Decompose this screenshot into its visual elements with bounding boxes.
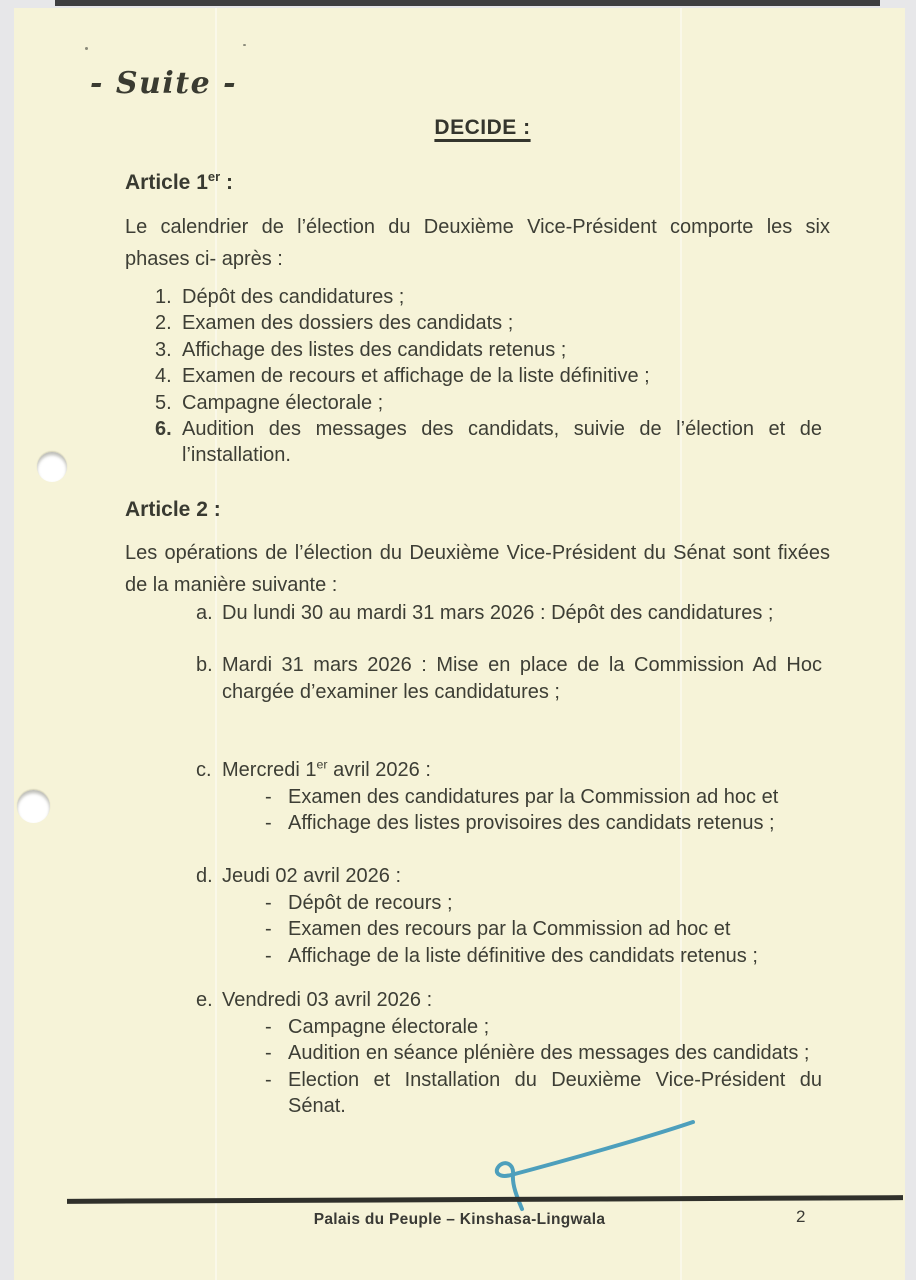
- schedule-item-text: Du lundi 30 au mardi 31 mars 2026 : Dépôt des candidatures ;: [222, 602, 774, 624]
- punch-hole: [37, 452, 67, 482]
- sub-item-text: Election et Installation du Deuxième Vice-Président du Sénat.: [288, 1068, 822, 1118]
- schedule-item-letter: b.: [196, 654, 213, 676]
- list-item-text: Campagne électorale ;: [182, 391, 384, 414]
- sub-item: [265, 784, 822, 810]
- list-item-number: 2.: [155, 312, 172, 335]
- list-item-number: 1.: [155, 286, 172, 308]
- list-item: [155, 284, 822, 310]
- schedule-item-letter: d.: [196, 865, 213, 887]
- schedule-date-tail: avril 2026 :: [327, 759, 431, 781]
- schedule-item-b: [196, 652, 822, 706]
- article2-intro: Les opérations de l’élection du Deuxième Vice-Président du Sénat sont fixées de la manière suivante :: [125, 542, 830, 596]
- list-item-text: Dépôt des candidatures ;: [182, 286, 405, 308]
- sub-item: [265, 890, 822, 916]
- continuation-marker: - Suite -: [90, 66, 238, 101]
- schedule-item-text: Jeudi 02 avril 2026 :: [222, 865, 402, 887]
- dash-bullet: -: [265, 812, 272, 835]
- article1-intro: Le calendrier de l’élection du Deuxième Vice-Président comporte les six phases ci- après :: [125, 216, 830, 270]
- punch-hole: [17, 790, 50, 823]
- article1-heading-sup: er: [207, 169, 221, 184]
- dash-bullet: -: [265, 892, 272, 914]
- sub-item: [265, 916, 822, 942]
- sub-item-text: Examen des candidatures par la Commission ad hoc et: [288, 786, 779, 808]
- schedule-item-text: Mardi 31 mars 2026 : Mise en place de la Commission Ad Hoc chargée d’examiner les candidatures ;: [222, 654, 822, 703]
- list-item: [155, 390, 822, 416]
- article2-heading: Article 2 :: [125, 498, 221, 521]
- sub-item: [265, 1040, 822, 1066]
- document-page: [14, 8, 905, 1280]
- sub-item: [265, 1067, 822, 1120]
- schedule-item-head: [196, 863, 822, 890]
- dash-bullet: -: [265, 944, 272, 967]
- dash-bullet: -: [265, 1068, 272, 1091]
- schedule-item-c: [196, 757, 822, 837]
- list-item: [155, 363, 822, 389]
- list-item-text: Examen des dossiers des candidats ;: [182, 312, 514, 335]
- dash-bullet: -: [265, 786, 272, 808]
- pen-stroke-annotation: [469, 1113, 709, 1223]
- schedule-item-head: [196, 652, 822, 706]
- dash-bullet: -: [265, 1042, 272, 1065]
- list-item-number: 3.: [155, 338, 172, 361]
- sub-item: [265, 1014, 822, 1040]
- schedule-item-text: Vendredi 03 avril 2026 :: [222, 989, 433, 1011]
- schedule-item-head: [196, 987, 822, 1014]
- article1-heading-colon: :: [220, 171, 234, 194]
- sub-item: [265, 943, 822, 969]
- sub-item-text: Campagne électorale ;: [288, 1016, 490, 1038]
- schedule-item-letter: c.: [196, 759, 212, 781]
- schedule-subitems: [265, 784, 822, 837]
- list-item-text: Affichage des listes des candidats retenus ;: [182, 338, 567, 361]
- sub-item-text: Affichage des listes provisoires des candidats retenus ;: [288, 812, 775, 835]
- list-item-text: Examen de recours et affichage de la liste définitive ;: [182, 365, 650, 388]
- dash-bullet: -: [265, 1016, 272, 1038]
- dash-bullet: -: [265, 918, 272, 941]
- schedule-item-d: [196, 863, 822, 969]
- article1-phase-list: [155, 284, 822, 469]
- schedule-date-text: Mercredi 1: [222, 759, 317, 781]
- sub-item-text: Affichage de la liste définitive des candidats retenus ;: [288, 944, 758, 967]
- article1-heading: [125, 171, 233, 195]
- decision-title-row: [60, 116, 905, 140]
- list-item-text: Audition des messages des candidats, suivie de l’élection et de l’installation.: [182, 418, 822, 467]
- schedule-subitems: [265, 1014, 822, 1120]
- schedule-item-text: [222, 757, 822, 784]
- list-item: [155, 337, 822, 363]
- schedule-item-e: [196, 987, 822, 1120]
- list-item-number: 4.: [155, 365, 172, 388]
- sub-item-text: Dépôt de recours ;: [288, 892, 453, 914]
- sub-item-text: Examen des recours par la Commission ad hoc et: [288, 918, 731, 941]
- schedule-item-letter: e.: [196, 989, 213, 1011]
- schedule-date-sup: er: [316, 757, 328, 772]
- decision-title: DECIDE :: [434, 116, 531, 139]
- list-item: [155, 416, 822, 469]
- page-number: 2: [796, 1207, 806, 1226]
- schedule-item-a: [196, 600, 822, 627]
- paper-speck: [243, 44, 246, 46]
- schedule-item-head: [196, 600, 822, 627]
- paper-speck: [85, 47, 88, 50]
- list-item-number: 6.: [155, 418, 172, 441]
- article1-heading-text: Article 1: [125, 171, 208, 194]
- footer-location: Palais du Peuple – Kinshasa-Lingwala: [313, 1211, 606, 1228]
- list-item: [155, 310, 822, 336]
- sub-item: [265, 810, 822, 836]
- schedule-subitems: [265, 890, 822, 969]
- scan-edge-line: [55, 0, 880, 6]
- schedule-item-head: [196, 757, 822, 784]
- schedule-item-letter: a.: [196, 602, 213, 624]
- list-item-number: 5.: [155, 391, 172, 414]
- sub-item-text: Audition en séance plénière des messages des candidats ;: [288, 1042, 810, 1065]
